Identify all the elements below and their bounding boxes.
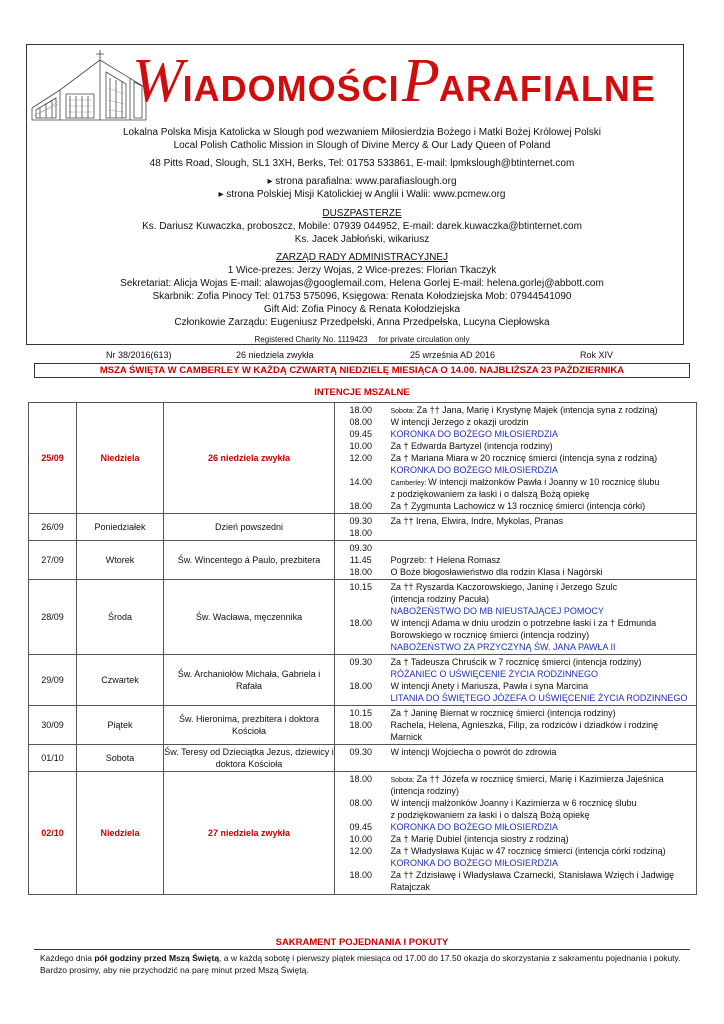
intention-text: Za † Władysława Kujac w 47 rocznicę śmierci (intencja córki rodziną) [390,846,666,856]
devotion-line [391,428,693,440]
row-times [335,655,387,706]
row-intentions [387,541,697,580]
intention-text: KORONKA DO BOŻEGO MIŁOSIERDZIA [390,465,559,475]
mass-time [335,629,387,641]
intention-line [391,593,693,605]
row-feast: Św. Teresy od Dzieciątka Jezus, dziewicy i doktora Kościoła [164,745,335,772]
intention-text: KORONKA DO BOŻEGO MIŁOSIERDZIA [390,429,559,439]
intention-text: (intencja rodziny Pacuła) [390,594,490,604]
confession-text [40,952,690,976]
mass-time [335,593,387,605]
row-intentions [387,772,697,895]
row-day: Sobota [77,745,164,772]
intention-line [391,527,693,539]
row-intentions [387,514,697,541]
location-prefix: Sobota: [390,777,417,784]
intention-text: NABOŻEŃSTWO ZA PRZYCZYNĄ ŚW. JANA PAWŁA II [390,642,616,652]
issue-sunday: 26 niedziela zwykła [236,350,314,360]
intention-text: LITANIA DO ŚWIĘTEGO JÓZEFA O UŚWIĘCENIE ŻYCIA RODZINNEGO [390,693,688,703]
intention-text: RÓŻANIEC O UŚWIĘCENIE ŻYCIA RODZINNEGO [390,669,599,679]
board-line-5: Członkowie Zarządu: Eugeniusz Przedpełski, Anna Przedpełska, Lucyna Ciepłowska [174,317,550,328]
row-times [335,745,387,772]
mass-time: 10.00 [349,834,373,844]
row-times [335,403,387,514]
intention-line [391,581,693,593]
intention-line [391,785,693,797]
mass-time: 18.00 [349,501,373,511]
intention-text: W intencji Adama w dniu urodzin o potrzebne łaski i za † Edmunda [390,618,657,628]
intention-line [391,758,693,770]
parish-link-text: strona parafialna: www.parafiaslough.org [275,176,457,187]
intention-text: Pogrzeb: † Helena Romasz [390,555,501,565]
mission-en: Local Polish Catholic Mission in Slough of Divine Mercy & Our Lady Queen of Poland [173,140,551,151]
intentions-title: INTENCJE MSZALNE [314,387,410,398]
devotion-line [391,692,693,704]
intention-line [391,833,693,845]
row-times [335,580,387,655]
table-row [29,403,697,514]
intention-line [391,773,693,785]
issue-number: Nr 38/2016(613) [106,350,172,360]
address-line: 48 Pitts Road, Slough, SL1 3XH, Berks, Tel: 01753 533861, E-mail: lpmkslough@btinternet.com [149,158,575,169]
intention-line [391,797,693,809]
intention-text: Za † Janinę Biernat w rocznicę śmierci (intencja rodziny) [390,708,616,718]
mass-time: 18.00 [349,528,373,538]
intention-text: Rachela, Helena, Agnieszka, Filip, za rodziców i dziadków i rodzinę [390,720,659,730]
row-times [335,514,387,541]
mass-time: 18.00 [349,567,373,577]
row-day: Niedziela [77,772,164,895]
intention-line [391,680,693,692]
intention-text: (intencja rodziny) [390,786,460,796]
row-date: 26/09 [29,514,77,541]
mass-time: 18.00 [349,405,373,415]
intention-line [391,488,693,500]
intention-text: W intencji małżonków Joanny i Kazimierza w 6 rocznicę ślubu [390,798,637,808]
mass-time: 09.30 [349,516,373,526]
table-row [29,772,697,895]
mass-time [335,809,387,821]
intention-text: W intencji małżonków Pawła i Joanny w 10 rocznicę ślubu [428,477,660,487]
mass-time: 18.00 [349,681,373,691]
issue-date: 25 września AD 2016 [410,350,496,360]
mass-time: 10.15 [349,582,373,592]
board-line-2: Sekretariat: Alicja Wojas E-mail: alawojas@googlemail.com, Helena Gorlej E-mail: helena.gorlej@abbott.com [120,278,604,289]
mass-time: 09.45 [349,822,373,832]
intention-line [391,515,693,527]
board-line-4: Gift Aid: Zofia Pinocy & Renata Kołodziejska [263,304,461,315]
pcmew-link-text: strona Polskiej Misji Katolickiej w Anglii i Walii: www.pcmew.org [226,189,506,200]
camberley-banner: MSZA ŚWIĘTA W CAMBERLEY W KAŻDĄ CZWARTĄ NIEDZIELĘ MIESIĄCA O 14.00. NAJBLIŻSZA 23 PAŹDZIERNIKA [34,363,690,378]
mass-time [335,668,387,680]
intention-line [391,542,693,554]
table-row [29,706,697,745]
intention-line [391,440,693,452]
intention-line [391,746,693,758]
mass-time: 18.00 [349,870,373,880]
row-day: Wtorek [77,541,164,580]
masthead-title [132,47,656,115]
row-day: Piątek [77,706,164,745]
intention-text: Za †† Ryszarda Kaczorowskiego, Janinę i Jerzego Szulc [390,582,618,592]
intention-line [391,809,693,821]
clergy-line-1: Ks. Dariusz Kuwaczka, proboszcz, Mobile: 07939 044952, E-mail: darek.kuwaczka@btinternet.com [142,221,582,232]
mass-time [335,605,387,617]
row-feast: Dzień powszedni [164,514,335,541]
confession-bold: pół godziny przed Mszą Świętą [94,953,220,963]
devotion-line [391,668,693,680]
intention-text: Za †† Zdzisławę i Władysława Czarnecki, Stanisława Wzięch i Jadwigę [390,870,675,880]
clergy-heading: DUSZPASTERZE [322,208,402,219]
row-date: 25/09 [29,403,77,514]
row-feast: 27 niedziela zwykła [164,772,335,895]
intention-line [391,617,693,629]
mass-time: 12.00 [349,846,373,856]
intention-text: z podziękowaniem za łaski i o dalszą Bożą opiekę [390,489,590,499]
intention-text: Borowskiego w rocznicę śmierci (intencja rodziny) [390,630,590,640]
row-date: 28/09 [29,580,77,655]
mass-time [335,488,387,500]
mass-time [335,692,387,704]
intention-line [391,731,693,743]
intention-text: Za † Marię Dubiel (intencja siostry z rodziną) [390,834,569,844]
location-prefix: Sobota: [390,408,417,415]
table-row [29,745,697,772]
intention-line [391,554,693,566]
pcmew-link[interactable] [0,188,724,201]
devotion-line [391,605,693,617]
intention-line [391,881,693,893]
intention-line [391,719,693,731]
row-feast: 26 niedziela zwykła [164,403,335,514]
mass-time: 08.00 [349,798,373,808]
intention-text: Ratajczak [390,882,431,892]
row-intentions [387,403,697,514]
confession-part-1: Każdego dnia [40,953,95,963]
intention-text: NABOŻEŃSTWO DO MB NIEUSTAJĄCEJ POMOCY [390,606,604,616]
mass-time [335,641,387,653]
row-day: Niedziela [77,403,164,514]
intention-text: Za †† Jana, Marię i Krystynę Majek (intencja syna z rodziną) [416,405,658,415]
masthead-initial-w: W [132,47,183,115]
intention-text: O Boże błogosławieństwo dla rodzin Klasa i Nagórski [390,567,603,577]
intention-line [391,416,693,428]
row-date: 27/09 [29,541,77,580]
intention-text: W intencji Anety i Mariusza, Pawła i syna Marcina [390,681,589,691]
confession-divider [34,949,690,950]
mass-intentions-table [28,402,697,895]
mass-time: 09.45 [349,429,373,439]
mass-time: 09.30 [349,747,373,757]
masthead-initial-p: P [402,47,439,115]
church-drawing-icon [30,48,148,124]
intention-line [391,845,693,857]
arrow-right-icon: ▸ [218,189,227,200]
intention-text: Za † Edwarda Bartyzel (intencja rodziny) [390,441,553,451]
confession-part-2: , a w każdą sobotę i pierwszy piątek miesiąca od 17.00 do 17.50 okazja do skorzystania z sakramentu pojednania i pokuty. Bardzo prosimy, aby nie przychodzić na parę minut przed Mszą Świętą. [40,953,681,975]
intention-line [391,566,693,578]
board-line-1: 1 Wice-prezes: Jerzy Wojas, 2 Wice-prezes: Florian Tkaczyk [227,265,497,276]
clergy-line-2: Ks. Jacek Jabłoński, wikariusz [294,234,430,245]
devotion-line [391,464,693,476]
mass-time: 12.00 [349,453,373,463]
row-day: Poniedziałek [77,514,164,541]
intention-text: Za † Mariana Miara w 20 rocznicę śmierci (intencja syna z rodziną) [390,453,658,463]
table-row [29,541,697,580]
mass-time: 18.00 [349,618,373,628]
intention-text: Za † Tadeusza Chruścik w 7 rocznicę śmierci (intencja rodziny) [390,657,642,667]
intention-text: z podziękowaniem za łaski i o dalszą Bożą opiekę [390,810,590,820]
parish-link[interactable] [0,175,724,188]
mass-time: 09.30 [349,657,373,667]
mass-time: 10.15 [349,708,373,718]
mass-time: 18.00 [349,720,373,730]
devotion-line [391,641,693,653]
intention-text: W intencji Wojciecha o powrót do zdrowia [390,747,557,757]
board-line-3: Skarbnik: Zofia Pinocy Tel: 01753 575096, Księgowa: Renata Kołodziejska Mob: 07944541090 [152,291,572,302]
row-day: Środa [77,580,164,655]
intention-line [391,869,693,881]
intention-line [391,707,693,719]
table-row [29,580,697,655]
row-intentions [387,745,697,772]
intention-text: Za †† Irena, Elwira, Indre, Mykolas, Pranas [390,516,564,526]
row-times [335,541,387,580]
row-times [335,772,387,895]
intention-line [391,476,693,488]
row-feast: Św. Hieronima, prezbitera i doktora Kościoła [164,706,335,745]
mass-time [335,881,387,893]
mission-pl: Lokalna Polska Misja Katolicka w Slough pod wezwaniem Miłosierdzia Bożego i Matki Bożej Królowej Polski [123,127,601,138]
intention-line [391,500,693,512]
row-intentions [387,706,697,745]
row-times [335,706,387,745]
mass-time: 18.00 [349,774,373,784]
mass-time: 08.00 [349,417,373,427]
intention-line [391,656,693,668]
mass-time [335,731,387,743]
intention-text: Za † Zygmunta Lachowicz w 13 rocznicę śmierci (intencja córki) [390,501,646,511]
mass-time [335,785,387,797]
intention-text: KORONKA DO BOŻEGO MIŁOSIERDZIA [390,858,559,868]
devotion-line [391,821,693,833]
mass-time [335,464,387,476]
intention-line [391,404,693,416]
row-feast: Św. Wincentego á Paulo, prezbitera [164,541,335,580]
row-date: 30/09 [29,706,77,745]
location-prefix: Camberley: [390,480,429,487]
arrow-right-icon: ▸ [267,176,276,187]
devotion-line [391,857,693,869]
mass-time [335,758,387,770]
mass-time: 11.45 [349,555,372,565]
intention-text: Marnick [390,732,423,742]
mass-time [335,857,387,869]
row-day: Czwartek [77,655,164,706]
row-intentions [387,580,697,655]
row-date: 01/10 [29,745,77,772]
charity-line: Registered Charity No. 1119423 for private circulation only [254,335,470,344]
issue-year: Rok XIV [580,350,614,360]
row-date: 29/09 [29,655,77,706]
table-row [29,655,697,706]
row-intentions [387,655,697,706]
table-row [29,514,697,541]
row-feast: Św. Wacława, męczennika [164,580,335,655]
mass-time: 10.00 [349,441,373,451]
intention-text: W intencji Jerzego z okazji urodzin [390,417,529,427]
intention-line [391,452,693,464]
intention-text: Za †† Józefa w rocznicę śmierci, Marię i Kazimierza Jajeśnica [416,774,664,784]
intention-text: KORONKA DO BOŻEGO MIŁOSIERDZIA [390,822,559,832]
confession-title: SAKRAMENT POJEDNANIA I POKUTY [275,937,449,948]
masthead-word-1: IADOMOŚCI [182,68,400,109]
board-heading: ZARZĄD RADY ADMINISTRACYJNEJ [275,252,449,263]
masthead-word-2: ARAFIALNE [438,68,656,109]
intention-line [391,629,693,641]
mass-time: 14.00 [349,477,373,487]
mass-time: 09.30 [349,543,373,553]
row-date: 02/10 [29,772,77,895]
row-feast: Św. Archaniołów Michała, Gabriela i Rafała [164,655,335,706]
